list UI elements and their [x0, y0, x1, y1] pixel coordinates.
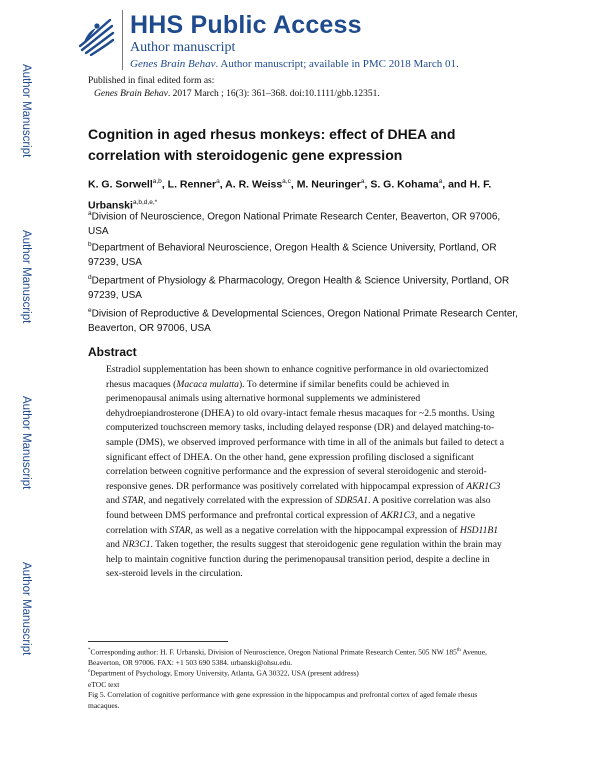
author-name: S. G. Kohama [370, 178, 439, 191]
footnote-text: Avenue, Beaverton, OR 97006. FAX: +1 503 690 5384. urbanski@ohsu.edu. [88, 647, 487, 667]
author-name: A. R. Weiss [225, 178, 283, 191]
article-title: Cognition in aged rhesus monkeys: effect of DHEA and correlation with steroidogenic gene expression [88, 126, 456, 163]
abstract-text: Estradiol supplementation has been shown to enhance cognitive performance in old ovariectomized rhesus macaques ( [106, 364, 489, 390]
affiliation-sup: e [88, 307, 92, 314]
hhs-title: HHS Public Access [130, 11, 362, 39]
gene-name: SDR5A1 [334, 495, 368, 507]
author-separator: , and [442, 178, 470, 191]
author-affiliation-sup: a,b [152, 178, 162, 185]
abstract-text: . Taken together, the results suggest that steroidogenic gene regulation within the brain may help to maintain cognitive function during the perimenopausal transition period, despite a decline in sex-steroid levels in the circulation. [106, 539, 502, 580]
footnote-sup: * [88, 648, 91, 653]
availability-line [130, 58, 459, 70]
gene-name: STAR [169, 524, 191, 536]
footnote-sup: th [456, 648, 461, 653]
author-affiliation-sup: a [216, 178, 220, 185]
author-separator: , [364, 178, 371, 191]
affiliation-d [88, 270, 518, 303]
published-label: Published in final edited form as: [88, 76, 215, 86]
author-affiliation-sup: a,b,d,e,* [132, 198, 158, 206]
side-label-3: Author Manuscript [20, 396, 32, 490]
author-separator: , [290, 178, 297, 191]
affiliation-b [88, 237, 518, 270]
gene-name: AKR1C3 [380, 509, 415, 521]
author-name: K. G. Sorwell [88, 178, 153, 191]
footnote-corresponding [88, 646, 508, 669]
footnote-text: Corresponding author: H. F. Urbanski, Division of Neuroscience, Oregon National Primate Research Center, 505 NW 185 [90, 647, 457, 657]
gene-name: HSD11B1 [459, 524, 499, 536]
abstract-text: , and a negative correlation with [106, 509, 475, 536]
affiliation-text: Department of Behavioral Neuroscience, Oregon Health & Science University, Portland, OR 97239, USA [88, 242, 497, 269]
author-separator: , [219, 178, 226, 191]
abstract-heading: Abstract [88, 345, 137, 359]
abstract-text: . A positive correlation was also found between DMS performance and prefrontal cortical expression of [106, 495, 491, 521]
abstract-text: and [106, 495, 123, 507]
footnote-present-address [88, 667, 508, 679]
abstract-text: and [106, 539, 123, 551]
availability-journal: Genes Brain Behav [130, 58, 216, 70]
abstract-body [106, 363, 508, 582]
side-label-4: Author Manuscript [20, 562, 32, 656]
header-divider [122, 10, 123, 70]
gene-name: NR3C1 [122, 539, 151, 551]
author-affiliation-sup: a,c [282, 178, 291, 185]
side-label-1: Author Manuscript [20, 64, 32, 158]
affiliation-text: Department of Physiology & Pharmacology, Oregon Health & Science University, Portland, OR 97239, USA [88, 275, 510, 302]
side-label-2: Author Manuscript [20, 230, 32, 324]
figure-caption: Fig 5. Correlation of cognitive performance with gene expression in the hippocampus and prefrontal cortex of aged female rhesus macaques. [88, 690, 478, 710]
affiliation-e [88, 303, 518, 336]
hhs-eagle-logo-icon [74, 12, 118, 56]
footnote-rule [88, 641, 228, 642]
footnote-sup: c [88, 669, 91, 674]
species-name: Macaca mulatta [176, 378, 239, 390]
author-affiliation-sup: a [360, 178, 365, 185]
published-details: . 2017 March ; 16(3): 361–368. doi:10.1111/gbb.12351. [167, 89, 380, 99]
gene-name: AKR1C3 [466, 480, 501, 492]
gene-name: STAR [122, 495, 144, 507]
affiliation-text: Division of Reproductive & Developmental Sciences, Oregon National Primate Research Center, Beaverton, OR 97006, USA [88, 308, 518, 335]
author-manuscript-label: Author manuscript [130, 40, 236, 55]
author-separator: , [161, 178, 168, 191]
published-journal: Genes Brain Behav [94, 89, 168, 99]
author-name: H. F. Urbanski [88, 178, 492, 211]
author-name: L. Renner [167, 178, 217, 191]
availability-text: . Author manuscript; available in PMC 2018 March 01. [215, 58, 459, 70]
published-citation [94, 89, 380, 99]
abstract-text: , and negatively correlated with the expression of [143, 495, 335, 507]
abstract-text: ). To determine if similar benefits could be achieved in perimenopausal animals using alternative hormonal supplements we administered dehydroepiandrosterone (DHEA) to old ovary-intact female rhesus macaques for ~2.5 months. Using computerized touchscreen memory tasks, including delayed response (DR) and delayed matching-to-sample (DMS), we observed improved performance with time in all of the animals but failed to detect a significant effect of DHEA. On the other hand, gene expression profiling disclosed a significant correlation between cognitive performance and the expression of several steroidogenic and steroid-responsive genes. DR performance was positively correlated with hippocampal expression of [106, 378, 505, 492]
affiliation-sup: a [88, 210, 92, 217]
author-name: M. Neuringer [296, 178, 361, 191]
author-affiliation-sup: a [438, 178, 443, 185]
affiliation-text: Division of Neuroscience, Oregon National Primate Research Center, Beaverton, OR 97006, USA [88, 211, 501, 238]
etoc-text: eTOC text [88, 680, 120, 689]
affiliation-a [88, 206, 518, 239]
footnote-text: Department of Psychology, Emory University, Atlanta, GA 30322, USA (present address) [90, 668, 359, 678]
affiliation-sup: b [88, 241, 92, 248]
abstract-text: , as well as a negative correlation with the hippocampal expression of [190, 524, 460, 536]
affiliation-sup: d [88, 274, 92, 281]
